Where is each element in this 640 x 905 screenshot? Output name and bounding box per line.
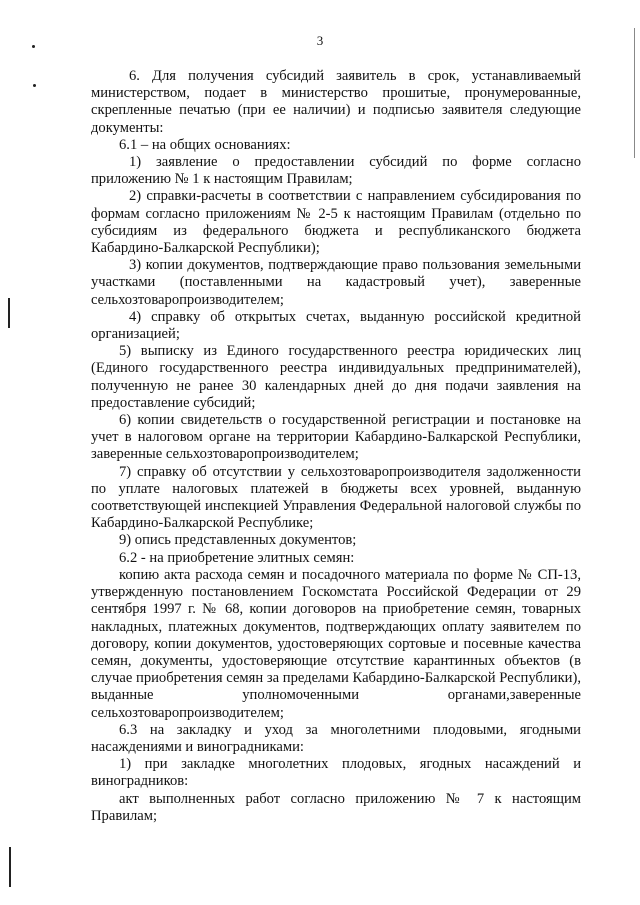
- scan-mark: [8, 298, 10, 328]
- item-9: 9) опись представленных документов;: [119, 532, 357, 549]
- item-6: 6) копии свидетельств о государственной регистрации и постановке на учет в налоговом органе на территории Кабардино-Балкарской Республики, заверенные сельхозтоваропроизводителем;: [91, 412, 581, 463]
- item-5: 5) выписку из Единого государственного реестра юридических лиц (Единого государственного реестра индивидуальных предпринимателей), полученную не ранее 30 календарных дней до дня подачи заявления на предоставление субсидий;: [91, 343, 581, 411]
- item-6-3-1-act: акт выполненных работ согласно приложению № 7 к настоящим Правилам;: [91, 790, 581, 824]
- paragraph-6-3: 6.3 на закладку и уход за многолетними плодовыми, ягодными насаждениями и виноградниками:: [91, 721, 581, 755]
- paragraph-6-2: 6.2 - на приобретение элитных семян:: [119, 549, 355, 566]
- item-1: 1) заявление о предоставлении субсидий по форме согласно приложению № 1 к настоящим Правилам;: [91, 154, 581, 188]
- paragraph-6: 6. Для получения субсидий заявитель в срок, устанавливаемый министерством, подает в министерство прошитые, пронумерованные, скрепленные печатью (при ее наличии) и подписью заявителя следующие документы:: [91, 68, 581, 136]
- item-3: 3) копии документов, подтверждающие право пользования земельными участками (поставленными на кадастровый учет), заверенные сельхозтоваропроизводителем;: [91, 257, 581, 308]
- paragraph-6-2-text: копию акта расхода семян и посадочного материала по форме № СП-13, утвержденную постановлением Госкомстата Российской Федерации от 29 сентября 1997 г. № 68, копии договоров на приобретение семян, товарных накладных, платежных документов, подтверждающих оплату заявителем по договору, копии документов, удостоверяющих сортовые и посевные качества семян, документы, удостоверяющие отсутствие карантинных объектов (в случае приобретения семян за пределами Кабардино-Балкарской Республики), выданные уполномоченными органами,заверенные сельхозтоваропроизводителем;: [91, 566, 581, 721]
- item-2: 2) справки-расчеты в соответствии с направлением субсидирования по формам согласно приложениям № 2-5 к настоящим Правилам (отдельно по субсидиям из федерального бюджета и республиканского бюджета Кабардино-Балкарской Республики);: [91, 188, 581, 257]
- item-6-3-1: 1) при закладке многолетних плодовых, ягодных насаждений и виноградников:: [91, 756, 581, 790]
- page-number: 3: [316, 33, 324, 48]
- paragraph-6-1: 6.1 – на общих основаниях:: [119, 136, 291, 153]
- item-7: 7) справку об отсутствии у сельхозтоваропроизводителя задолженности по уплате налоговых платежей в бюджеты всех уровней, выданную соответствующей инспекцией Управления Федеральной налоговой службы по Кабардино-Балкарской Республике;: [91, 463, 581, 532]
- document-body: [91, 68, 581, 825]
- scan-edge-line: [634, 28, 635, 158]
- scan-mark: [33, 84, 36, 87]
- scan-mark: [9, 847, 11, 887]
- item-4: 4) справку об открытых счетах, выданную российской кредитной организацией;: [91, 308, 581, 343]
- scan-mark: [32, 45, 35, 48]
